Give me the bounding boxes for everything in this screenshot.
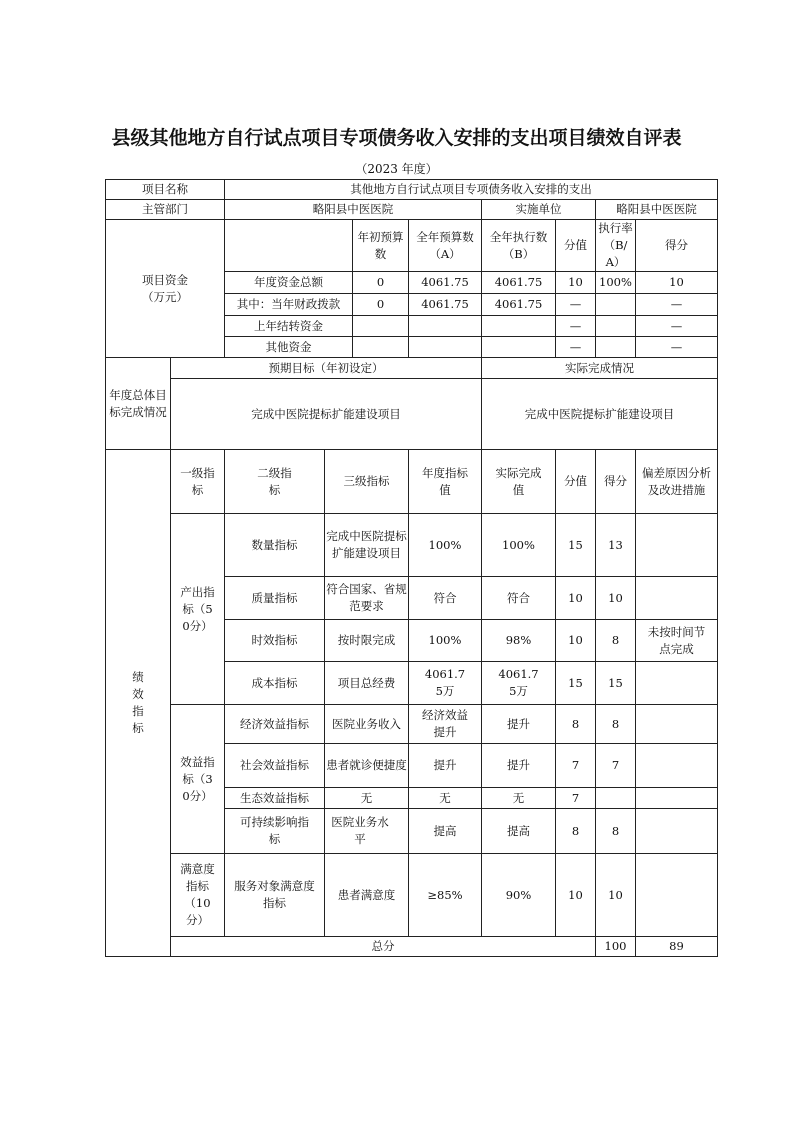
goal-expected-header: 预期目标（年初设定） (171, 358, 482, 379)
level3-cell: 医院业务水平 (325, 809, 409, 854)
fund-executed: 4061.75 (482, 294, 556, 316)
total-label: 总分 (171, 937, 596, 957)
funds-blank-header (225, 220, 353, 272)
perf-header-got: 得分 (596, 450, 636, 514)
fund-initial (353, 337, 409, 358)
fund-rate (596, 316, 636, 337)
target-cell: ≥85% (409, 854, 482, 937)
page-title: 县级其他地方自行试点项目专项债务收入安排的支出项目绩效自评表 (111, 127, 682, 149)
got-cell: 10 (596, 854, 636, 937)
department-label: 主管部门 (106, 200, 225, 220)
level2-cell: 社会效益指标 (225, 744, 325, 788)
level3-cell: 符合国家、省规范要求 (325, 577, 409, 620)
fund-budget (409, 316, 482, 337)
goal-actual: 完成中医院提标扩能建设项目 (482, 379, 718, 450)
got-cell: 8 (596, 809, 636, 854)
header-got: 得分 (636, 220, 718, 272)
got-cell: 13 (596, 514, 636, 577)
target-cell: 经济效益提升 (409, 705, 482, 744)
actual-cell: 无 (482, 788, 556, 809)
fund-initial: 0 (353, 272, 409, 294)
score-cell: 7 (556, 744, 596, 788)
got-cell: 7 (596, 744, 636, 788)
total-score: 100 (596, 937, 636, 957)
fund-score: — (556, 337, 596, 358)
score-cell: 15 (556, 662, 596, 705)
header-score: 分值 (556, 220, 596, 272)
actual-cell: 符合 (482, 577, 556, 620)
reason-cell (636, 744, 718, 788)
fund-budget: 4061.75 (409, 294, 482, 316)
level2-cell: 时效指标 (225, 620, 325, 662)
level2-cell: 经济效益指标 (225, 705, 325, 744)
fund-name: 上年结转资金 (225, 316, 353, 337)
target-cell: 提高 (409, 809, 482, 854)
reason-cell (636, 577, 718, 620)
actual-cell: 4061.75万 (482, 662, 556, 705)
target-cell: 100% (409, 514, 482, 577)
perf-header-actual: 实际完成值 (482, 450, 556, 514)
target-cell: 100% (409, 620, 482, 662)
group-output: 产出指标（50分） (171, 514, 225, 705)
evaluation-table (105, 179, 718, 957)
goal-expected: 完成中医院提标扩能建设项目 (171, 379, 482, 450)
fund-initial (353, 316, 409, 337)
reason-cell (636, 788, 718, 809)
level3-cell: 患者满意度 (325, 854, 409, 937)
impl-unit-value: 略阳县中医医院 (596, 200, 718, 220)
perf-header-row (106, 450, 718, 514)
fund-name: 其他资金 (225, 337, 353, 358)
actual-cell: 90% (482, 854, 556, 937)
reason-cell: 未按时间节点完成 (636, 620, 718, 662)
level3-cell: 完成中医院提标扩能建设项目 (325, 514, 409, 577)
fund-budget: 4061.75 (409, 272, 482, 294)
perf-header-reason: 偏差原因分析及改进措施 (636, 450, 718, 514)
perf-header-target: 年度指标值 (409, 450, 482, 514)
level3-cell: 无 (325, 788, 409, 809)
fund-executed: 4061.75 (482, 272, 556, 294)
level3-cell: 项目总经费 (325, 662, 409, 705)
actual-cell: 98% (482, 620, 556, 662)
perf-row (106, 705, 718, 744)
target-cell: 4061.75万 (409, 662, 482, 705)
perf-row (106, 854, 718, 937)
got-cell: 10 (596, 577, 636, 620)
perf-header-level3: 三级指标 (325, 450, 409, 514)
score-cell: 10 (556, 854, 596, 937)
goal-actual-header: 实际完成情况 (482, 358, 718, 379)
actual-cell: 提升 (482, 744, 556, 788)
funds-label-line-1: 项目资金 (142, 272, 188, 287)
got-cell: 15 (596, 662, 636, 705)
department-row (106, 200, 718, 220)
perf-header-score: 分值 (556, 450, 596, 514)
fund-budget (409, 337, 482, 358)
perf-row (106, 514, 718, 577)
fund-score: — (556, 316, 596, 337)
perf-label: 绩效指标 (106, 450, 171, 957)
level2-cell: 数量指标 (225, 514, 325, 577)
fund-initial: 0 (353, 294, 409, 316)
reason-cell (636, 854, 718, 937)
level2-cell: 质量指标 (225, 577, 325, 620)
fund-score: 10 (556, 272, 596, 294)
header-executed: 全年执行数（B） (482, 220, 556, 272)
fund-got: — (636, 337, 718, 358)
funds-header-row (106, 220, 718, 272)
perf-header-level1: 一级指标 (171, 450, 225, 514)
actual-cell: 提高 (482, 809, 556, 854)
got-cell (596, 788, 636, 809)
score-cell: 10 (556, 577, 596, 620)
fund-got: 10 (636, 272, 718, 294)
fund-rate (596, 337, 636, 358)
group-benefit: 效益指标（30分） (171, 705, 225, 854)
goal-label: 年度总体目标完成情况 (106, 358, 171, 450)
group-satisfaction: 满意度指标（10分） (171, 854, 225, 937)
score-cell: 15 (556, 514, 596, 577)
score-cell: 7 (556, 788, 596, 809)
actual-cell: 提升 (482, 705, 556, 744)
fund-executed (482, 337, 556, 358)
reason-cell (636, 705, 718, 744)
project-name-row (106, 180, 718, 200)
score-cell: 8 (556, 705, 596, 744)
got-cell: 8 (596, 620, 636, 662)
level3-cell: 医院业务收入 (325, 705, 409, 744)
level3-cell: 患者就诊便捷度 (325, 744, 409, 788)
fund-name: 年度资金总额 (225, 272, 353, 294)
reason-cell (636, 662, 718, 705)
level3-cell: 按时限完成 (325, 620, 409, 662)
actual-cell: 100% (482, 514, 556, 577)
project-name-label: 项目名称 (106, 180, 225, 200)
fund-got: — (636, 316, 718, 337)
level2-cell: 生态效益指标 (225, 788, 325, 809)
fund-got: — (636, 294, 718, 316)
goal-content-row (106, 379, 718, 450)
reason-cell (636, 809, 718, 854)
score-cell: 10 (556, 620, 596, 662)
target-cell: 提升 (409, 744, 482, 788)
reason-cell (636, 514, 718, 577)
level2-cell: 可持续影响指标 (225, 809, 325, 854)
target-cell: 无 (409, 788, 482, 809)
project-name-value: 其他地方自行试点项目专项债务收入安排的支出 (225, 180, 718, 200)
target-cell: 符合 (409, 577, 482, 620)
department-value: 略阳县中医医院 (225, 200, 482, 220)
perf-header-level2: 二级指标 (225, 450, 325, 514)
funds-label-line-2: （万元） (142, 289, 188, 304)
fund-name: 其中：当年财政拨款 (225, 294, 353, 316)
goal-header-row (106, 358, 718, 379)
funds-label (106, 220, 225, 358)
total-got: 89 (636, 937, 718, 957)
level2-cell: 服务对象满意度指标 (225, 854, 325, 937)
fund-rate (596, 294, 636, 316)
score-cell: 8 (556, 809, 596, 854)
fund-rate: 100% (596, 272, 636, 294)
fund-score: — (556, 294, 596, 316)
total-row (106, 937, 718, 957)
level2-cell: 成本指标 (225, 662, 325, 705)
header-initial: 年初预算数 (353, 220, 409, 272)
header-rate: 执行率（B/A） (596, 220, 636, 272)
header-full-budget: 全年预算数（A） (409, 220, 482, 272)
got-cell: 8 (596, 705, 636, 744)
year-label: （2023 年度） (355, 162, 438, 176)
impl-unit-label: 实施单位 (482, 200, 596, 220)
fund-executed (482, 316, 556, 337)
